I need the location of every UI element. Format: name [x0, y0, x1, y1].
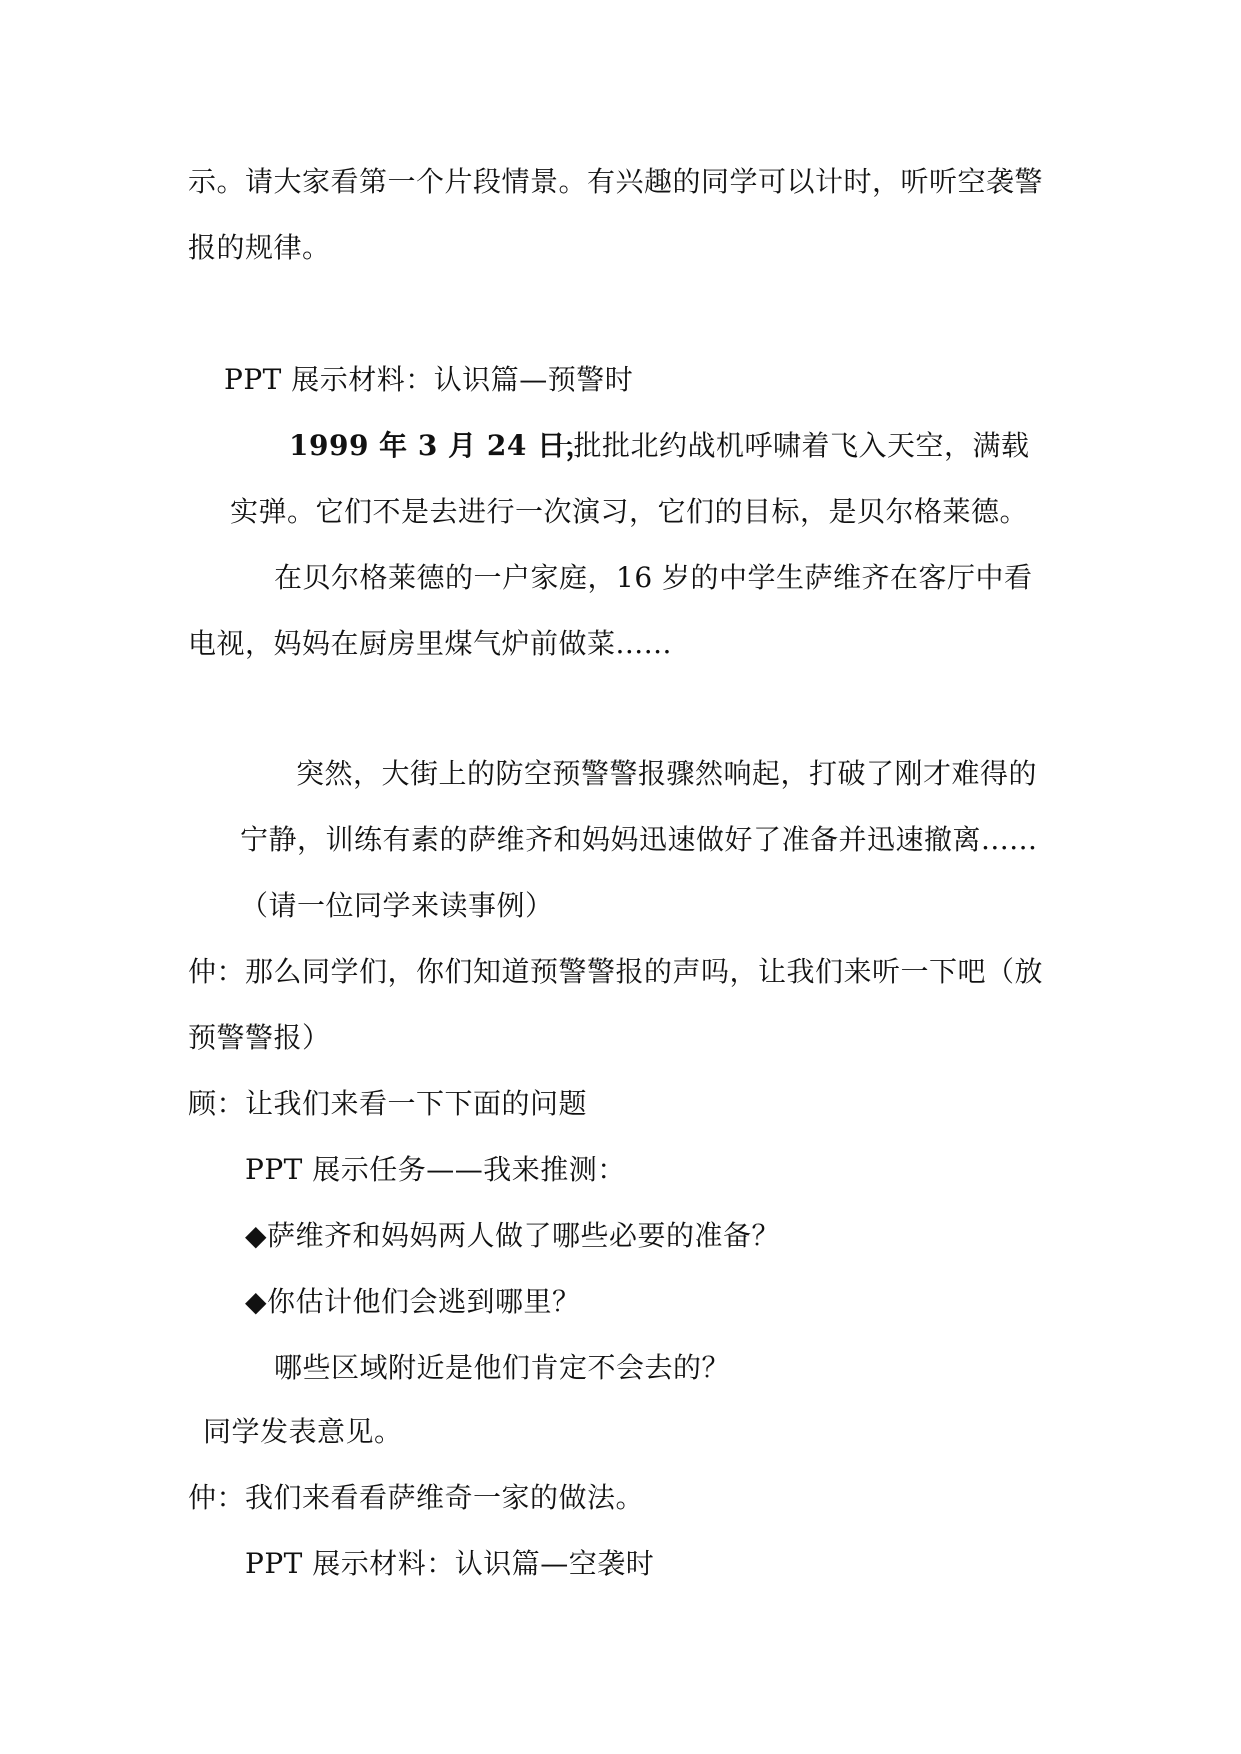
paragraph-line: 突然，大街上的防空预警警报骤然响起，打破了刚才难得的	[296, 757, 1038, 790]
paragraph-line: 电视，妈妈在厨房里煤气炉前做菜......	[188, 627, 672, 660]
paragraph-line: 宁静，训练有素的萨维齐和妈妈迅速做好了准备并迅速撤离......	[240, 823, 1038, 856]
dialogue-line: 仲：那么同学们，你们知道预警警报的声吗，让我们来听一下吧（放	[188, 955, 1044, 988]
ppt-material-heading: PPT 展示材料：认识篇—空袭时	[245, 1547, 655, 1580]
paragraph-line: 实弹。它们不是去进行一次演习，它们的目标，是贝尔格莱德。	[230, 495, 1029, 528]
paragraph-line: 同学发表意见。	[203, 1415, 403, 1448]
bullet-item: ◆你估计他们会逃到哪里？	[245, 1285, 581, 1318]
dialogue-line: 仲：我们来看看萨维奇一家的做法。	[188, 1481, 645, 1514]
date-text: 1999 年 3 月 24 日，	[289, 429, 595, 462]
bullet-item: ◆萨维齐和妈妈两人做了哪些必要的准备？	[245, 1219, 781, 1252]
bullet-subtext: 哪些区域附近是他们肯定不会去的？	[274, 1351, 731, 1384]
paragraph-line: 示。请大家看第一个片段情景。有兴趣的同学可以计时，听听空袭警	[188, 165, 1044, 198]
paragraph-line: 报的规律。	[188, 231, 331, 264]
dialogue-line: 预警警报）	[188, 1021, 331, 1054]
dialogue-line: 顾：让我们来看一下下面的问题	[188, 1087, 588, 1120]
ppt-material-heading: PPT 展示材料：认识篇—预警时	[224, 363, 634, 396]
ppt-task-heading: PPT 展示任务——我来推测：	[245, 1153, 626, 1186]
paragraph-line: 一批批北约战机呼啸着飞入天空，满载	[545, 429, 1030, 462]
paragraph-line: 在贝尔格莱德的一户家庭，16 岁的中学生萨维齐在客厅中看	[274, 561, 1033, 594]
instruction-note: （请一位同学来读事例）	[240, 889, 554, 922]
